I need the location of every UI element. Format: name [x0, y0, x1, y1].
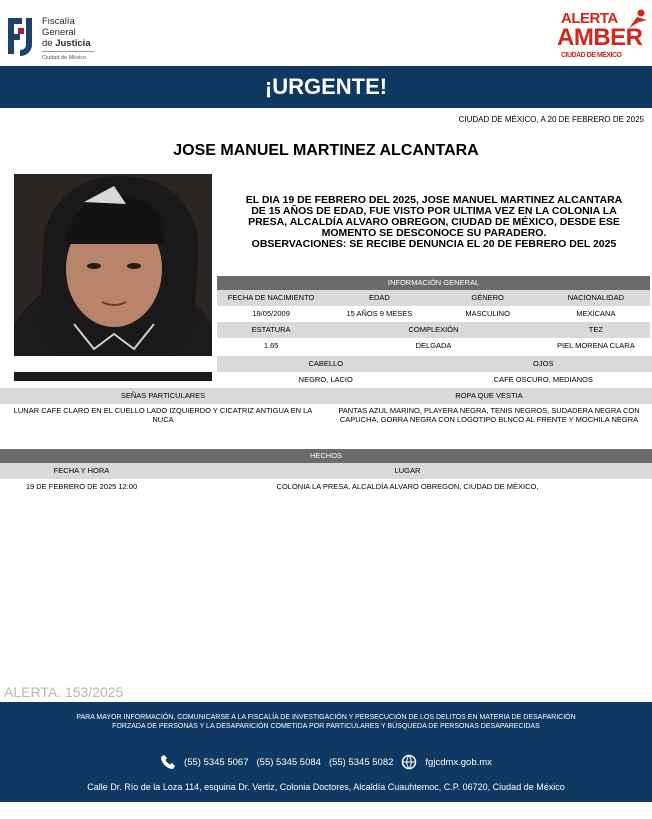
value-skin: PIEL MORENA CLARA: [557, 341, 635, 350]
footer-info: [0, 713, 652, 731]
fgj-line4: Ciudad de México: [42, 51, 94, 64]
hair-eyes-values-row: [0, 372, 652, 388]
label-skin: TEZ: [542, 322, 650, 338]
info-labels-row2: [217, 322, 650, 338]
label-clothing: ROPA QUE VESTIA: [326, 388, 652, 404]
amber-line2: AMBER: [557, 24, 643, 51]
hair-eyes-labels-row: [0, 356, 652, 372]
summary-line5: OBSERVACIONES: SE RECIBE DENUNCIA EL 20 DE FEBRERO DEL 2025: [251, 238, 617, 250]
value-height: 1.65: [263, 341, 279, 350]
value-age: 15 AÑOS 9 MESES: [346, 309, 413, 318]
details-values-row: [0, 404, 652, 426]
web-icon: [401, 754, 417, 770]
fgj-line3-prefix: de: [42, 38, 56, 49]
fgj-line3-bold: Justicia: [55, 38, 91, 49]
value-build: DELGADA: [415, 341, 452, 350]
amber-line3: CIUDAD DE MÉXICO: [561, 52, 622, 59]
summary-line2: DE 15 AÑOS DE EDAD, FUE VISTO POR ULTIMA VEZ EN LA COLONIA LA: [251, 205, 617, 217]
label-age: EDAD: [325, 290, 433, 306]
label-date-time: FECHA Y HORA: [0, 463, 163, 479]
hechos-labels-row: [0, 463, 652, 479]
footer-info-line1: PARA MAYOR INFORMACIÓN, COMUNICARSE A LA FISCALÍA DE INVESTIGACIÓN Y PERSECUCIÓN DE LOS DELITOS EN MATERIA DE DESAPARICIÓN: [76, 714, 576, 721]
label-nationality: NACIONALIDAD: [542, 290, 650, 306]
summary-line3: PRESA, ALCALDÍA ALVARO OBREGON, CIUDAD DE MÉXICO, DESDE ESE: [248, 216, 620, 228]
label-hair: CABELLO: [217, 356, 435, 372]
fgj-emblem-icon: [4, 14, 38, 58]
value-birthdate: 19/05/2009: [252, 309, 290, 318]
hair-eyes-table: [0, 356, 652, 388]
alert-number: ALERTA. 153/2025: [4, 684, 124, 700]
footer-contacts: [0, 754, 652, 770]
hechos-values-row: [0, 479, 652, 495]
info-labels-row1: [217, 290, 650, 306]
missing-person-name: JOSE MANUEL MARTINEZ ALCANTARA: [173, 142, 479, 159]
phone-2[interactable]: (55) 5345 5084: [256, 756, 321, 768]
general-info-title: INFORMACIÓN GENERAL: [217, 276, 650, 290]
alerta-amber-logo: [555, 6, 651, 64]
value-eyes: CAFE OSCURO, MEDIANOS: [493, 375, 593, 384]
issue-date: CIUDAD DE MÉXICO, A 20 DE FEBRERO DE 2025: [458, 115, 644, 124]
value-nationality: MEXICANA: [576, 309, 616, 318]
value-clothing: PANTAS AZUL MARINO, PLAYERA NEGRA, TENIS NEGROS, SUDADERA NEGRA CON CAPUCHA, GORRA NEGRA CON LOGOTIPO BLNCO AL FRENTE Y MOCHILA NEGRA: [338, 406, 640, 424]
phone-3[interactable]: (55) 5345 5082: [328, 756, 394, 768]
footer-address: Calle Dr. Río de la Loza 114, esquina Dr. Vertiz, Colonia Doctores, Alcaldía Cuauhtemoc, C.P. 06720, Ciudad de México: [87, 782, 565, 792]
general-info-table: [217, 276, 650, 354]
label-build: COMPLEXIÓN: [325, 322, 542, 338]
footer-info-line2: FORZADA DE PERSONAS Y LA DESAPARICIÓN COMETIDA POR PARTICULARES Y BÚSQUEDA DE PERSONAS DESAPARECIDAS: [112, 723, 540, 730]
label-place: LUGAR: [163, 463, 652, 479]
missing-person-photo: [14, 174, 212, 381]
value-place: COLONIA LA PRESA, ALCALDÍA ALVARO OBREGON, CIUDAD DE MÉXICO,: [276, 482, 539, 491]
header: [0, 0, 652, 68]
person-photo-illustration: [14, 174, 212, 381]
info-values-row2: [217, 338, 650, 354]
urgent-banner: ¡URGENTE!: [0, 66, 652, 108]
fgj-wordmark: [42, 16, 94, 64]
fgj-logo: [4, 12, 124, 64]
label-height: ESTATURA: [217, 322, 325, 338]
details-labels-row: [0, 388, 652, 404]
hechos-table: [0, 449, 652, 495]
fgj-line1: Fiscalía: [42, 16, 75, 27]
value-date-time: 19 DE FEBRERO DE 2025 12:00: [25, 482, 138, 491]
summary-line1: EL DIA 19 DE FEBRERO DEL 2025, JOSE MANUEL MARTINEZ ALCANTARA: [245, 194, 623, 206]
hechos-title: HECHOS: [0, 449, 652, 463]
website-link[interactable]: fgjcdmx.gob.mx: [425, 756, 492, 768]
phone-1[interactable]: (55) 5345 5067: [184, 756, 249, 768]
label-eyes: OJOS: [435, 356, 652, 372]
phone-icon: [160, 754, 176, 770]
value-gender: MASCULINO: [465, 309, 510, 318]
info-values-row1: [217, 306, 650, 322]
case-summary: [218, 195, 650, 250]
value-marks: LUNAR CAFE CLARO EN EL CUELLO LADO IZQUIERDO Y CICATRIZ ANTIGUA EN LA NUCA: [13, 406, 313, 424]
details-table: [0, 388, 652, 426]
fgj-line2: General: [42, 27, 76, 38]
spacer-values: [0, 372, 217, 388]
spacer: [0, 356, 217, 372]
label-gender: GÉNERO: [434, 290, 542, 306]
label-marks: SEÑAS PARTICULARES: [0, 388, 326, 404]
label-birthdate: FECHA DE NACIMIENTO: [217, 290, 325, 306]
summary-line4: MOMENTO SE DESCONOCE SU PARADERO.: [321, 227, 547, 239]
footer: [0, 702, 652, 802]
amber-line1: ALERTA: [561, 10, 618, 27]
value-hair: NEGRO, LACIO: [298, 375, 353, 384]
